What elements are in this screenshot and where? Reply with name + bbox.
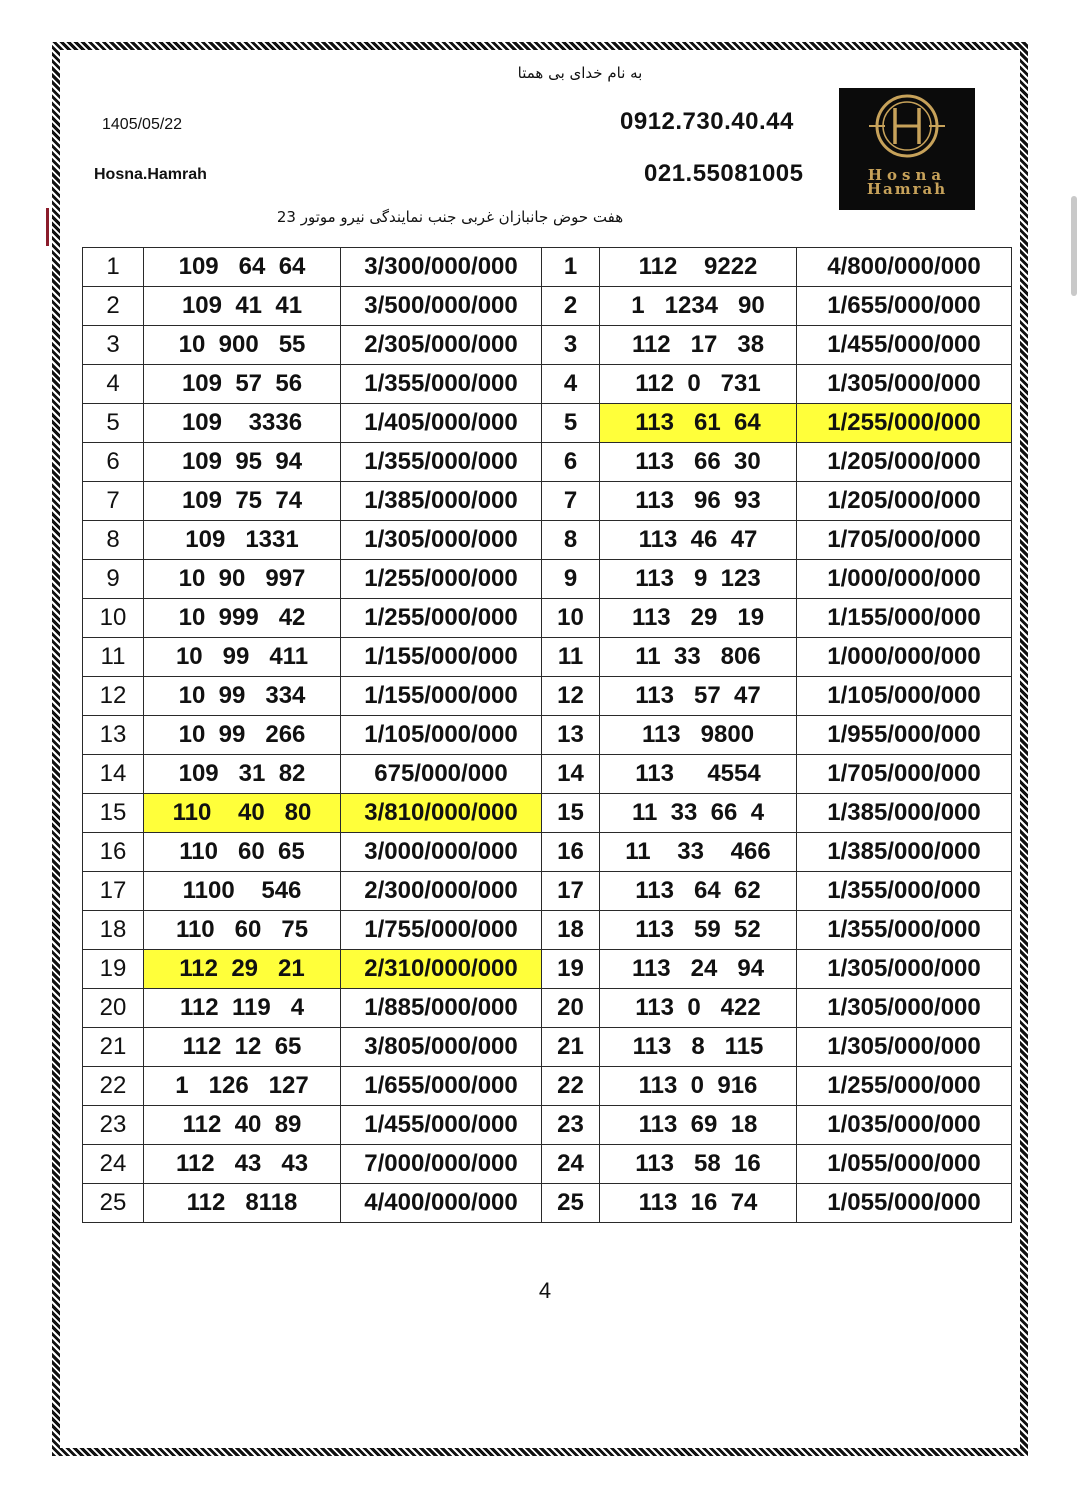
table-row (83, 287, 1012, 326)
table-row (83, 794, 1012, 833)
left-phone-number: 110 60 65 (144, 833, 341, 872)
right-phone-number: 11 33 66 4 (600, 794, 797, 833)
right-index: 19 (542, 950, 600, 989)
left-index: 24 (83, 1145, 144, 1184)
left-price: 3/805/000/000 (341, 1028, 542, 1067)
right-price: 1/385/000/000 (797, 833, 1012, 872)
left-phone-number: 1 126 127 (144, 1067, 341, 1106)
right-index: 20 (542, 989, 600, 1028)
right-index: 13 (542, 716, 600, 755)
logo-text-hamrah: Hamrah (866, 180, 948, 198)
right-price: 1/055/000/000 (797, 1184, 1012, 1223)
right-phone-number: 113 9 123 (600, 560, 797, 599)
right-phone-number: 113 24 94 (600, 950, 797, 989)
right-phone-number: 113 59 52 (600, 911, 797, 950)
left-index: 2 (83, 287, 144, 326)
left-price: 1/105/000/000 (341, 716, 542, 755)
right-index: 15 (542, 794, 600, 833)
left-phone-number: 109 64 64 (144, 248, 341, 287)
right-index: 16 (542, 833, 600, 872)
left-index: 23 (83, 1106, 144, 1145)
left-phone-number: 109 95 94 (144, 443, 341, 482)
table-row (83, 1106, 1012, 1145)
number-price-table (82, 247, 1012, 1223)
table-row (83, 638, 1012, 677)
left-price: 2/300/000/000 (341, 872, 542, 911)
right-index: 5 (542, 404, 600, 443)
table-row (83, 989, 1012, 1028)
right-price: 1/355/000/000 (797, 911, 1012, 950)
table-row (83, 560, 1012, 599)
left-phone-number: 109 41 41 (144, 287, 341, 326)
left-price: 1/885/000/000 (341, 989, 542, 1028)
left-price: 1/355/000/000 (341, 365, 542, 404)
brand-logo (839, 88, 975, 210)
table-row (83, 1145, 1012, 1184)
table-row (83, 755, 1012, 794)
right-price: 1/205/000/000 (797, 482, 1012, 521)
right-phone-number: 113 57 47 (600, 677, 797, 716)
left-index: 15 (83, 794, 144, 833)
right-index: 1 (542, 248, 600, 287)
right-index: 17 (542, 872, 600, 911)
right-index: 18 (542, 911, 600, 950)
table-row (83, 326, 1012, 365)
left-index: 19 (83, 950, 144, 989)
left-index: 6 (83, 443, 144, 482)
left-index: 8 (83, 521, 144, 560)
left-index: 3 (83, 326, 144, 365)
left-price: 7/000/000/000 (341, 1145, 542, 1184)
left-phone-number: 109 57 56 (144, 365, 341, 404)
left-price: 3/810/000/000 (341, 794, 542, 833)
left-price: 1/385/000/000 (341, 482, 542, 521)
right-phone-number: 113 9800 (600, 716, 797, 755)
table-row (83, 872, 1012, 911)
table-row (83, 1184, 1012, 1223)
left-price: 3/000/000/000 (341, 833, 542, 872)
left-price: 1/455/000/000 (341, 1106, 542, 1145)
left-phone-number: 10 900 55 (144, 326, 341, 365)
table-row (83, 443, 1012, 482)
table-row (83, 365, 1012, 404)
right-index: 10 (542, 599, 600, 638)
document-date: 1405/05/22 (102, 116, 183, 133)
right-index: 12 (542, 677, 600, 716)
left-price: 4/400/000/000 (341, 1184, 542, 1223)
right-index: 14 (542, 755, 600, 794)
left-phone-number: 10 999 42 (144, 599, 341, 638)
table-row (83, 599, 1012, 638)
table-row (83, 677, 1012, 716)
table-row (83, 521, 1012, 560)
left-price: 1/255/000/000 (341, 599, 542, 638)
right-price: 1/705/000/000 (797, 755, 1012, 794)
brand-name: Hosna.Hamrah (94, 166, 207, 183)
left-price: 3/300/000/000 (341, 248, 542, 287)
right-price: 1/305/000/000 (797, 1028, 1012, 1067)
table-row (83, 1028, 1012, 1067)
right-phone-number: 112 17 38 (600, 326, 797, 365)
left-price: 1/755/000/000 (341, 911, 542, 950)
left-phone-number: 112 40 89 (144, 1106, 341, 1145)
left-index: 9 (83, 560, 144, 599)
left-phone-number: 10 99 411 (144, 638, 341, 677)
page-number: 4 (538, 1278, 552, 1303)
right-price: 1/055/000/000 (797, 1145, 1012, 1184)
left-price: 1/155/000/000 (341, 638, 542, 677)
left-price: 1/655/000/000 (341, 1067, 542, 1106)
right-price: 1/355/000/000 (797, 872, 1012, 911)
left-price: 1/305/000/000 (341, 521, 542, 560)
right-phone-number: 113 4554 (600, 755, 797, 794)
right-phone-number: 112 0 731 (600, 365, 797, 404)
left-index: 10 (83, 599, 144, 638)
left-index: 1 (83, 248, 144, 287)
left-index: 16 (83, 833, 144, 872)
table-row (83, 950, 1012, 989)
left-index: 11 (83, 638, 144, 677)
left-index: 7 (83, 482, 144, 521)
table-row (83, 833, 1012, 872)
right-price: 1/105/000/000 (797, 677, 1012, 716)
left-index: 18 (83, 911, 144, 950)
right-price: 1/205/000/000 (797, 443, 1012, 482)
right-index: 23 (542, 1106, 600, 1145)
right-phone-number: 113 0 916 (600, 1067, 797, 1106)
left-index: 20 (83, 989, 144, 1028)
left-price: 2/305/000/000 (341, 326, 542, 365)
table-row (83, 716, 1012, 755)
right-phone-number: 11 33 466 (600, 833, 797, 872)
right-price: 1/305/000/000 (797, 365, 1012, 404)
left-index: 12 (83, 677, 144, 716)
address-line: هفت حوض جانبازان غربی جنب نمایندگی نیرو موتور 23 (276, 208, 624, 226)
right-price: 1/000/000/000 (797, 560, 1012, 599)
right-phone-number: 113 69 18 (600, 1106, 797, 1145)
left-phone-number: 1100 546 (144, 872, 341, 911)
left-index: 21 (83, 1028, 144, 1067)
right-price: 1/035/000/000 (797, 1106, 1012, 1145)
right-price: 1/385/000/000 (797, 794, 1012, 833)
right-phone-number: 113 66 30 (600, 443, 797, 482)
right-price: 1/255/000/000 (797, 404, 1012, 443)
left-phone-number: 110 40 80 (144, 794, 341, 833)
left-index: 17 (83, 872, 144, 911)
table-row (83, 482, 1012, 521)
right-price: 1/305/000/000 (797, 950, 1012, 989)
right-index: 25 (542, 1184, 600, 1223)
left-price: 2/310/000/000 (341, 950, 542, 989)
right-phone-number: 112 9222 (600, 248, 797, 287)
left-index: 22 (83, 1067, 144, 1106)
right-index: 24 (542, 1145, 600, 1184)
left-index: 14 (83, 755, 144, 794)
left-index: 5 (83, 404, 144, 443)
left-phone-number: 10 99 334 (144, 677, 341, 716)
right-index: 22 (542, 1067, 600, 1106)
right-price: 1/305/000/000 (797, 989, 1012, 1028)
right-index: 3 (542, 326, 600, 365)
left-phone-number: 112 43 43 (144, 1145, 341, 1184)
left-phone-number: 112 119 4 (144, 989, 341, 1028)
scrollbar-thumb[interactable] (1071, 196, 1077, 296)
left-phone-number: 112 12 65 (144, 1028, 341, 1067)
landline-phone: 021.55081005 (644, 160, 804, 187)
right-phone-number: 113 29 19 (600, 599, 797, 638)
right-index: 4 (542, 365, 600, 404)
right-index: 9 (542, 560, 600, 599)
mobile-phone: 0912.730.40.44 (620, 108, 794, 135)
left-price: 3/500/000/000 (341, 287, 542, 326)
logo-text-hosna: Hosna (867, 166, 947, 184)
right-phone-number: 11 33 806 (600, 638, 797, 677)
left-phone-number: 109 31 82 (144, 755, 341, 794)
right-index: 7 (542, 482, 600, 521)
table-row (83, 1067, 1012, 1106)
bismillah-heading: به نام خدای بی همتا (517, 64, 643, 82)
right-price: 1/255/000/000 (797, 1067, 1012, 1106)
left-phone-number: 109 75 74 (144, 482, 341, 521)
right-phone-number: 113 8 115 (600, 1028, 797, 1067)
right-phone-number: 113 0 422 (600, 989, 797, 1028)
right-price: 1/155/000/000 (797, 599, 1012, 638)
right-index: 8 (542, 521, 600, 560)
right-price: 1/955/000/000 (797, 716, 1012, 755)
right-phone-number: 113 61 64 (600, 404, 797, 443)
right-index: 11 (542, 638, 600, 677)
table-row (83, 911, 1012, 950)
right-phone-number: 113 64 62 (600, 872, 797, 911)
left-index: 4 (83, 365, 144, 404)
table-row (83, 248, 1012, 287)
right-phone-number: 113 16 74 (600, 1184, 797, 1223)
left-price: 1/355/000/000 (341, 443, 542, 482)
left-index: 25 (83, 1184, 144, 1223)
left-phone-number: 109 1331 (144, 521, 341, 560)
left-phone-number: 110 60 75 (144, 911, 341, 950)
left-index: 13 (83, 716, 144, 755)
right-index: 2 (542, 287, 600, 326)
left-phone-number: 112 8118 (144, 1184, 341, 1223)
right-phone-number: 113 58 16 (600, 1145, 797, 1184)
right-index: 21 (542, 1028, 600, 1067)
left-phone-number: 10 99 266 (144, 716, 341, 755)
right-price: 1/455/000/000 (797, 326, 1012, 365)
right-price: 1/705/000/000 (797, 521, 1012, 560)
right-price: 4/800/000/000 (797, 248, 1012, 287)
right-price: 1/655/000/000 (797, 287, 1012, 326)
right-price: 1/000/000/000 (797, 638, 1012, 677)
left-price: 1/255/000/000 (341, 560, 542, 599)
monogram-icon (839, 88, 975, 168)
left-price: 1/155/000/000 (341, 677, 542, 716)
left-phone-number: 109 3336 (144, 404, 341, 443)
left-phone-number: 10 90 997 (144, 560, 341, 599)
left-price: 675/000/000 (341, 755, 542, 794)
table-row (83, 404, 1012, 443)
right-phone-number: 113 46 47 (600, 521, 797, 560)
right-index: 6 (542, 443, 600, 482)
left-phone-number: 112 29 21 (144, 950, 341, 989)
left-price: 1/405/000/000 (341, 404, 542, 443)
edge-marker (46, 208, 49, 246)
right-phone-number: 113 96 93 (600, 482, 797, 521)
right-phone-number: 1 1234 90 (600, 287, 797, 326)
